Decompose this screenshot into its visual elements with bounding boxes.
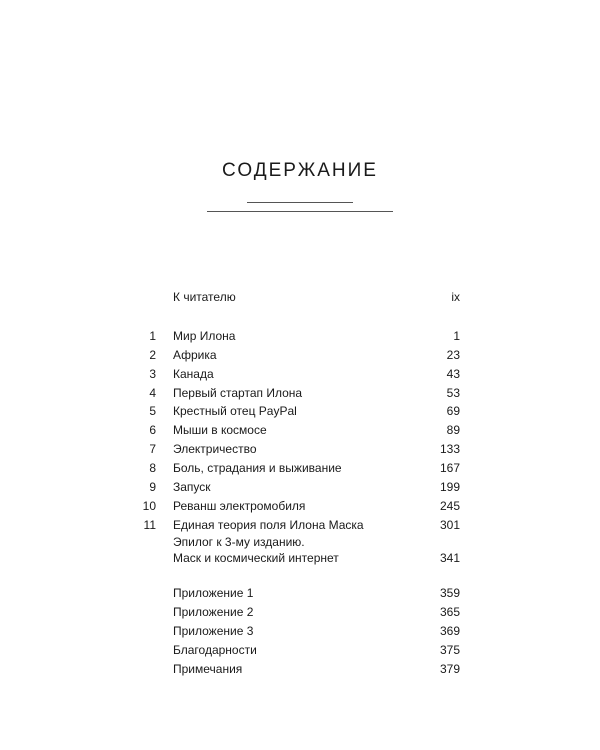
toc-entry-preface[interactable] bbox=[140, 288, 460, 306]
toc-entry-page: 375 bbox=[439, 643, 460, 657]
toc-entry-page: ix bbox=[451, 290, 460, 304]
toc-entry-page: 341 bbox=[439, 551, 460, 565]
toc-entry-chapter-4[interactable] bbox=[140, 384, 460, 402]
toc-entry-title: Канада bbox=[173, 367, 214, 381]
toc-entry-page: 167 bbox=[439, 461, 460, 475]
toc-entry-chapter-9[interactable] bbox=[140, 478, 460, 496]
toc-entry-number: 5 bbox=[149, 404, 156, 418]
toc-entry-acknowledgements[interactable] bbox=[140, 641, 460, 659]
toc-entry-title: Электричество bbox=[173, 442, 257, 456]
toc-entry-epilogue[interactable] bbox=[140, 533, 460, 569]
toc-entry-number: 3 bbox=[149, 367, 156, 381]
toc-entry-number: 1 bbox=[149, 329, 156, 343]
toc-entry-number: 11 bbox=[143, 518, 156, 532]
toc-entry-chapter-5[interactable] bbox=[140, 402, 460, 420]
toc-entry-title-line-2: Маск и космический интернет bbox=[173, 551, 339, 565]
toc-entry-chapter-2[interactable] bbox=[140, 346, 460, 364]
toc-entry-title: Запуск bbox=[173, 480, 211, 494]
toc-entry-number: 7 bbox=[149, 442, 156, 456]
toc-entry-title: Приложение 3 bbox=[173, 624, 254, 638]
toc-entry-title: Первый стартап Илона bbox=[173, 386, 303, 400]
toc-entry-title: Африка bbox=[173, 348, 217, 362]
toc-entry-chapter-3[interactable] bbox=[140, 365, 460, 383]
toc-entry-page: 69 bbox=[446, 404, 460, 418]
page-title: СОДЕРЖАНИЕ bbox=[222, 160, 378, 181]
toc-entry-chapter-6[interactable] bbox=[140, 421, 460, 439]
toc-entry-title: Реванш электромобиля bbox=[173, 499, 306, 513]
toc-entry-page: 1 bbox=[453, 329, 460, 343]
toc-entry-title: Приложение 1 bbox=[173, 586, 254, 600]
toc-entry-chapter-10[interactable] bbox=[140, 497, 460, 515]
toc-entry-chapter-7[interactable] bbox=[140, 440, 460, 458]
toc-entry-appendix-1[interactable] bbox=[140, 584, 460, 602]
toc-entry-page: 359 bbox=[439, 586, 460, 600]
toc-entry-page: 379 bbox=[439, 662, 460, 676]
toc-entry-page: 89 bbox=[446, 423, 460, 437]
toc-entry-page: 53 bbox=[446, 386, 460, 400]
toc-entry-chapter-11[interactable] bbox=[140, 516, 460, 534]
toc-entry-number: 4 bbox=[149, 386, 156, 400]
toc-entry-page: 369 bbox=[439, 624, 460, 638]
title-divider-long bbox=[207, 211, 393, 212]
toc-entry-title: Мыши в космосе bbox=[173, 423, 267, 437]
toc-entry-appendix-2[interactable] bbox=[140, 603, 460, 621]
toc-entry-title: Приложение 2 bbox=[173, 605, 254, 619]
toc-entry-chapter-8[interactable] bbox=[140, 459, 460, 477]
toc-entry-page: 245 bbox=[439, 499, 460, 513]
toc-entry-title: К читателю bbox=[173, 290, 236, 304]
toc-entry-chapter-1[interactable] bbox=[140, 327, 460, 345]
toc-entry-number: 10 bbox=[142, 499, 156, 513]
toc-entry-number: 9 bbox=[149, 480, 156, 494]
toc-entry-title: Единая теория поля Илона Маска bbox=[173, 518, 364, 532]
toc-entry-page: 133 bbox=[439, 442, 460, 456]
toc-entry-page: 199 bbox=[439, 480, 460, 494]
toc-entry-page: 301 bbox=[439, 518, 460, 532]
toc-entry-page: 43 bbox=[446, 367, 460, 381]
toc-entry-page: 365 bbox=[439, 605, 460, 619]
toc-entry-title: Благодарности bbox=[173, 643, 257, 657]
toc-entry-number: 2 bbox=[149, 348, 156, 362]
toc-entry-title: Боль, страдания и выживание bbox=[173, 461, 342, 475]
toc-entry-title: Крестный отец PayPal bbox=[173, 404, 297, 418]
toc-entry-title: Мир Илона bbox=[173, 329, 236, 343]
toc-entry-page: 23 bbox=[446, 348, 460, 362]
toc-entry-title-line-1: Эпилог к 3-му изданию. bbox=[173, 535, 305, 549]
toc-entry-number: 8 bbox=[149, 461, 156, 475]
toc-entry-appendix-3[interactable] bbox=[140, 622, 460, 640]
toc-entry-number: 6 bbox=[149, 423, 156, 437]
title-divider-short bbox=[247, 202, 353, 203]
toc-entry-notes[interactable] bbox=[140, 660, 460, 678]
toc-entry-title: Примечания bbox=[173, 662, 243, 676]
